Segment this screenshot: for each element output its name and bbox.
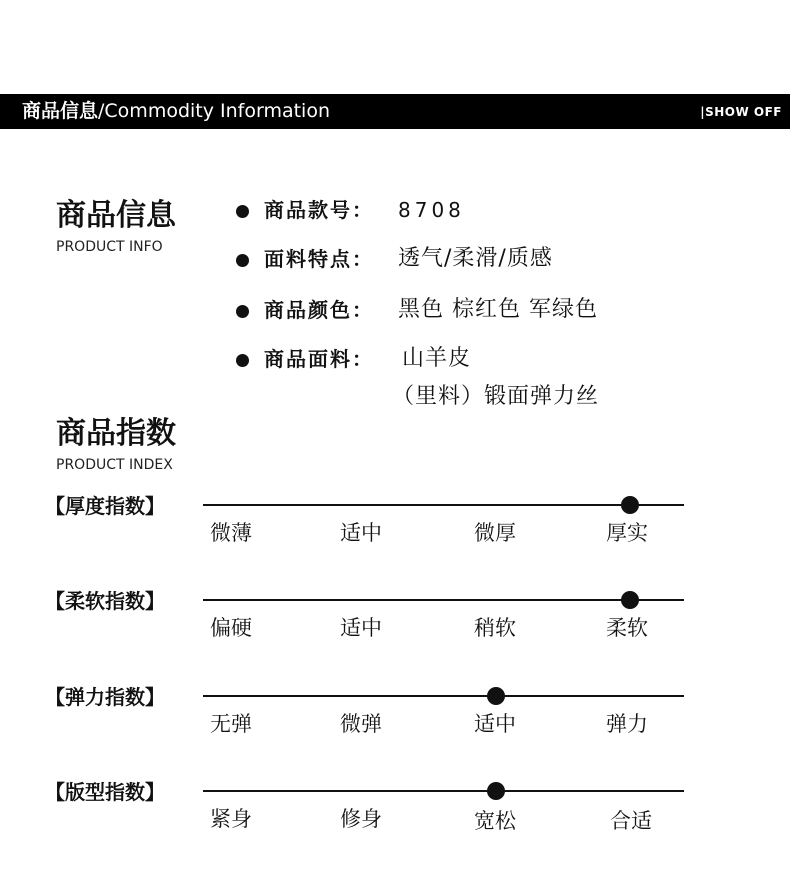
index-scale-line bbox=[203, 695, 684, 697]
banner-title-cn: 商品信息 bbox=[22, 100, 99, 122]
index-marker bbox=[487, 687, 505, 705]
index-row-elasticity bbox=[0, 684, 790, 754]
bullet-icon bbox=[236, 205, 249, 218]
index-option: 柔软 bbox=[606, 616, 648, 640]
index-option: 宽松 bbox=[474, 809, 516, 833]
info-value: 山羊皮 bbox=[402, 346, 472, 371]
index-scale-line bbox=[203, 599, 684, 601]
info-label: 面料特点： bbox=[264, 247, 374, 271]
index-row-thickness bbox=[0, 493, 790, 563]
index-scale-line bbox=[203, 790, 684, 792]
index-label: 【版型指数】 bbox=[45, 780, 165, 804]
index-option: 适中 bbox=[340, 616, 382, 640]
index-option: 偏硬 bbox=[210, 616, 252, 640]
index-option: 弹力 bbox=[606, 712, 648, 736]
index-option: 适中 bbox=[474, 712, 516, 736]
product-info-subtitle: PRODUCT INFO bbox=[56, 239, 163, 255]
bullet-icon bbox=[236, 354, 249, 367]
info-label: 商品颜色： bbox=[264, 298, 374, 322]
banner-title-en: /Commodity Information bbox=[98, 100, 331, 122]
index-option: 紧身 bbox=[210, 807, 252, 831]
info-label: 商品面料： bbox=[264, 347, 374, 371]
info-label: 商品款号： bbox=[264, 198, 374, 222]
info-value: 8708 bbox=[398, 198, 465, 222]
index-label: 【弹力指数】 bbox=[45, 685, 165, 709]
index-option: 修身 bbox=[340, 807, 382, 831]
index-row-fit bbox=[0, 779, 790, 849]
index-option: 微弹 bbox=[340, 712, 382, 736]
show-off-label: |SHOW OFF bbox=[700, 105, 782, 119]
info-value: 透气/柔滑/质感 bbox=[398, 246, 553, 271]
bullet-icon bbox=[236, 305, 249, 318]
index-option: 厚实 bbox=[606, 521, 648, 545]
index-scale-line bbox=[203, 504, 684, 506]
index-option: 适中 bbox=[340, 521, 382, 545]
index-option: 稍软 bbox=[474, 616, 516, 640]
bullet-icon bbox=[236, 254, 249, 267]
index-option: 合适 bbox=[610, 809, 652, 833]
product-index-title: 商品指数 bbox=[56, 416, 176, 451]
index-option: 无弹 bbox=[210, 712, 252, 736]
index-option: 微薄 bbox=[210, 521, 252, 545]
lining-text: （里料）锻面弹力丝 bbox=[392, 384, 600, 409]
index-marker bbox=[621, 591, 639, 609]
product-info-title: 商品信息 bbox=[56, 198, 176, 233]
index-label: 【厚度指数】 bbox=[45, 494, 165, 518]
header-banner bbox=[0, 94, 790, 129]
banner-title bbox=[22, 100, 330, 122]
index-option: 微厚 bbox=[474, 521, 516, 545]
product-index-subtitle: PRODUCT INDEX bbox=[56, 457, 173, 473]
info-value: 黑色 棕红色 军绿色 bbox=[398, 297, 598, 322]
index-marker bbox=[621, 496, 639, 514]
index-label: 【柔软指数】 bbox=[45, 589, 165, 613]
index-marker bbox=[487, 782, 505, 800]
index-row-softness bbox=[0, 588, 790, 658]
